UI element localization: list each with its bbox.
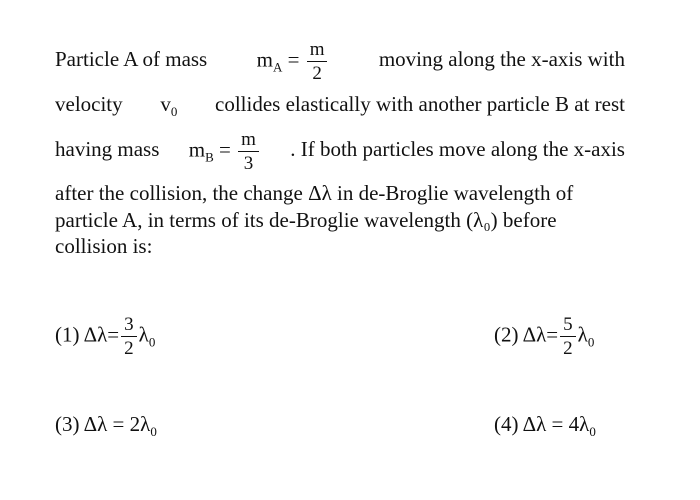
text-segment: having mass xyxy=(55,137,160,162)
mass-a-expression: $m_A$ = $\frac{m}{2}$ xyxy=(257,40,330,83)
fraction-m-over-2: $\frac{m}{2}$ xyxy=(307,40,328,83)
mass-b-expression: $m_B$ = $\frac{m}{3}$ xyxy=(189,130,261,173)
question-line-5: particle A, in terms of its de-Broglie wavelength (λ₀) before xyxy=(55,208,557,232)
text-segment: moving along the x-axis with xyxy=(378,47,625,72)
option-3[interactable]: (3) $\Delta\lambda = 2\lambda_0$ xyxy=(55,412,157,439)
option-4[interactable]: (4) $\Delta\lambda = 4\lambda_0$ xyxy=(494,412,596,439)
question-line-1 xyxy=(55,40,625,83)
question-line-2 xyxy=(55,92,625,120)
fraction-3-over-2: $\frac{3}{2}$ xyxy=(121,315,137,358)
text-segment: velocity xyxy=(55,92,123,116)
question-line-4: after the collision, the change Δλ in de-Broglie wavelength of xyxy=(55,181,574,205)
question-line-6: collision is: xyxy=(55,234,153,258)
text-segment: collides elastically with another particle B at rest xyxy=(215,92,625,116)
fraction-m-over-3: $\frac{m}{3}$ xyxy=(238,130,259,173)
text-segment: . If both particles move along the x-axis xyxy=(290,137,625,162)
option-1[interactable]: (1) Δλ= $\frac{3}{2}$ $\lambda_0$ xyxy=(55,314,156,359)
velocity-symbol: $v_0$ xyxy=(160,92,178,119)
fraction-5-over-2: $\frac{5}{2}$ xyxy=(560,315,576,358)
question-line-3 xyxy=(55,130,625,173)
text-segment: Particle A of mass xyxy=(55,47,208,72)
option-2[interactable]: (2) Δλ= $\frac{5}{2}$ $\lambda_0$ xyxy=(494,314,595,359)
